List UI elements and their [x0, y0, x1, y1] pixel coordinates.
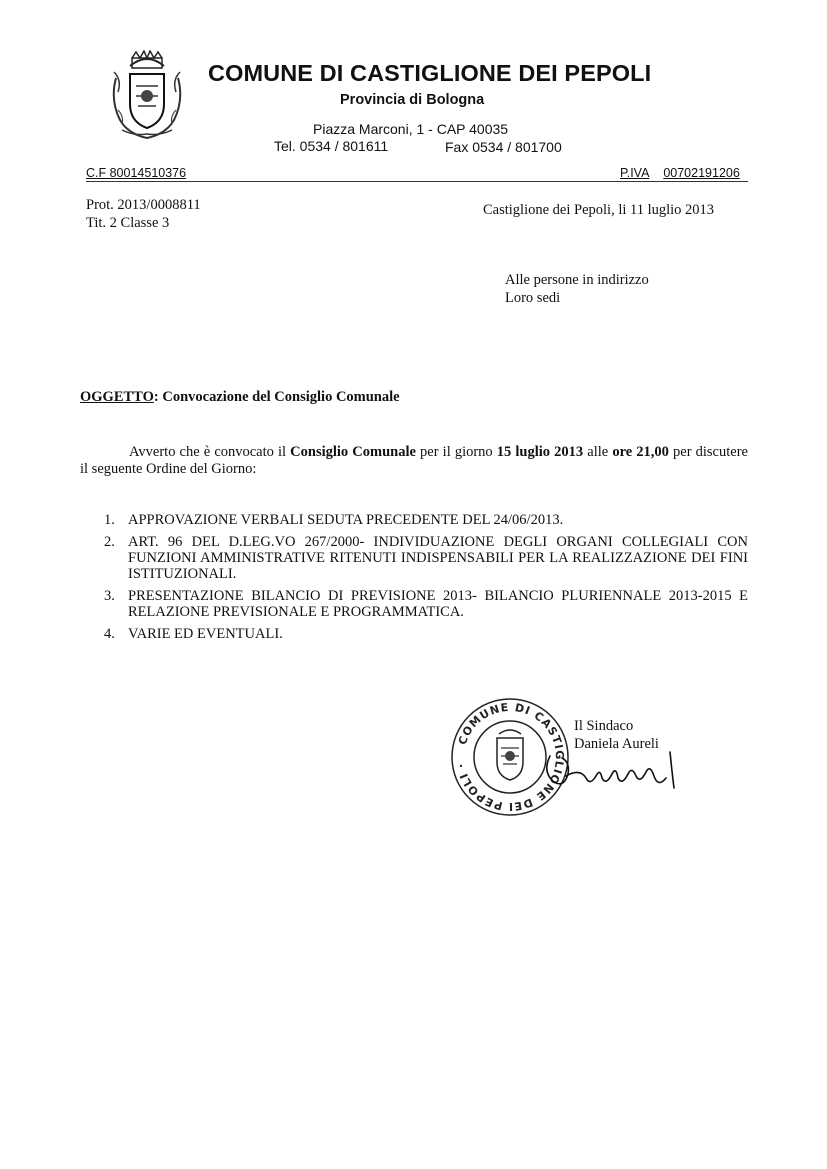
svg-text:COMUNE DI CASTIGLIONE DEI PEPO: COMUNE DI CASTIGLIONE DEI PEPOLI ·: [454, 700, 567, 814]
classification: Tit. 2 Classe 3: [86, 215, 170, 231]
province-label: Provincia di Bologna: [340, 92, 485, 108]
mayor-name: Daniela Aureli: [574, 736, 659, 752]
agenda-number: 3.: [104, 588, 115, 604]
protocol-block: [86, 196, 201, 232]
recipients-line-2: Loro sedi: [505, 290, 561, 306]
address-line: Piazza Marconi, 1 - CAP 40035: [313, 121, 509, 137]
protocol-number: Prot. 2013/0008811: [86, 197, 201, 213]
meeting-time: ore 21,00: [612, 444, 669, 460]
subject-label: OGGETTO: [80, 389, 154, 405]
fiscal-code: C.F 80014510376: [86, 166, 187, 180]
header-divider: [86, 181, 748, 182]
intro-text: Avverto che è convocato il: [129, 444, 291, 460]
recipients-block: [505, 271, 649, 307]
agenda-item: [100, 512, 748, 528]
intro-paragraph: [80, 444, 748, 478]
agenda-number: 1.: [104, 512, 115, 528]
intro-text: per discutere il seguente Ordine del Giorno:: [80, 444, 748, 477]
agenda-text: PRESENTAZIONE BILANCIO DI PREVISIONE 2013- BILANCIO PLURIENNALE 2013-2015 E RELAZIONE PREVISIONALE E PROGRAMMATICA.: [128, 588, 748, 620]
agenda-text: VARIE ED EVENTUALI.: [128, 626, 283, 642]
vat-value: 00702191206: [663, 166, 740, 180]
agenda-item: [100, 626, 748, 642]
vat-number: [620, 166, 740, 180]
subject-line: [80, 389, 400, 406]
agenda-text: ART. 96 DEL D.LEG.VO 267/2000- INDIVIDUAZIONE DEGLI ORGANI COLLEGIALI CON FUNZIONI AMMINISTRATIVE RITENUTI INDISPENSABILI PER LA REALIZZAZIONE DEI FINI ISTITUZIONALI.: [128, 534, 748, 582]
vat-label: P.IVA: [620, 166, 650, 180]
agenda-item: [100, 588, 748, 620]
agenda-text: APPROVAZIONE VERBALI SEDUTA PRECEDENTE DEL 24/06/2013.: [128, 512, 564, 528]
fax-line: Fax 0534 / 801700: [445, 139, 562, 155]
telephone-line: Tel. 0534 / 801611: [274, 138, 389, 154]
agenda-item: [100, 534, 748, 582]
place-date: Castiglione dei Pepoli, li 11 luglio 2013: [483, 202, 715, 218]
agenda-number: 2.: [104, 534, 115, 550]
recipients-line-1: Alle persone in indirizzo: [505, 272, 649, 288]
intro-text: alle: [583, 444, 613, 460]
intro-text: per il giorno: [415, 444, 497, 460]
subject-text: Convocazione del Consiglio Comunale: [158, 389, 400, 405]
handwritten-signature-icon: [540, 742, 690, 797]
council-name: Consiglio Comunale: [290, 444, 416, 460]
mayor-title: Il Sindaco: [574, 718, 634, 734]
municipality-title: COMUNE DI CASTIGLIONE DEI PEPOLI: [208, 60, 652, 86]
agenda-list: [100, 512, 748, 648]
agenda-number: 4.: [104, 626, 115, 642]
subject-colon: :: [153, 389, 159, 405]
municipal-crest-icon: [108, 50, 186, 142]
meeting-date: 15 luglio 2013: [496, 444, 584, 460]
